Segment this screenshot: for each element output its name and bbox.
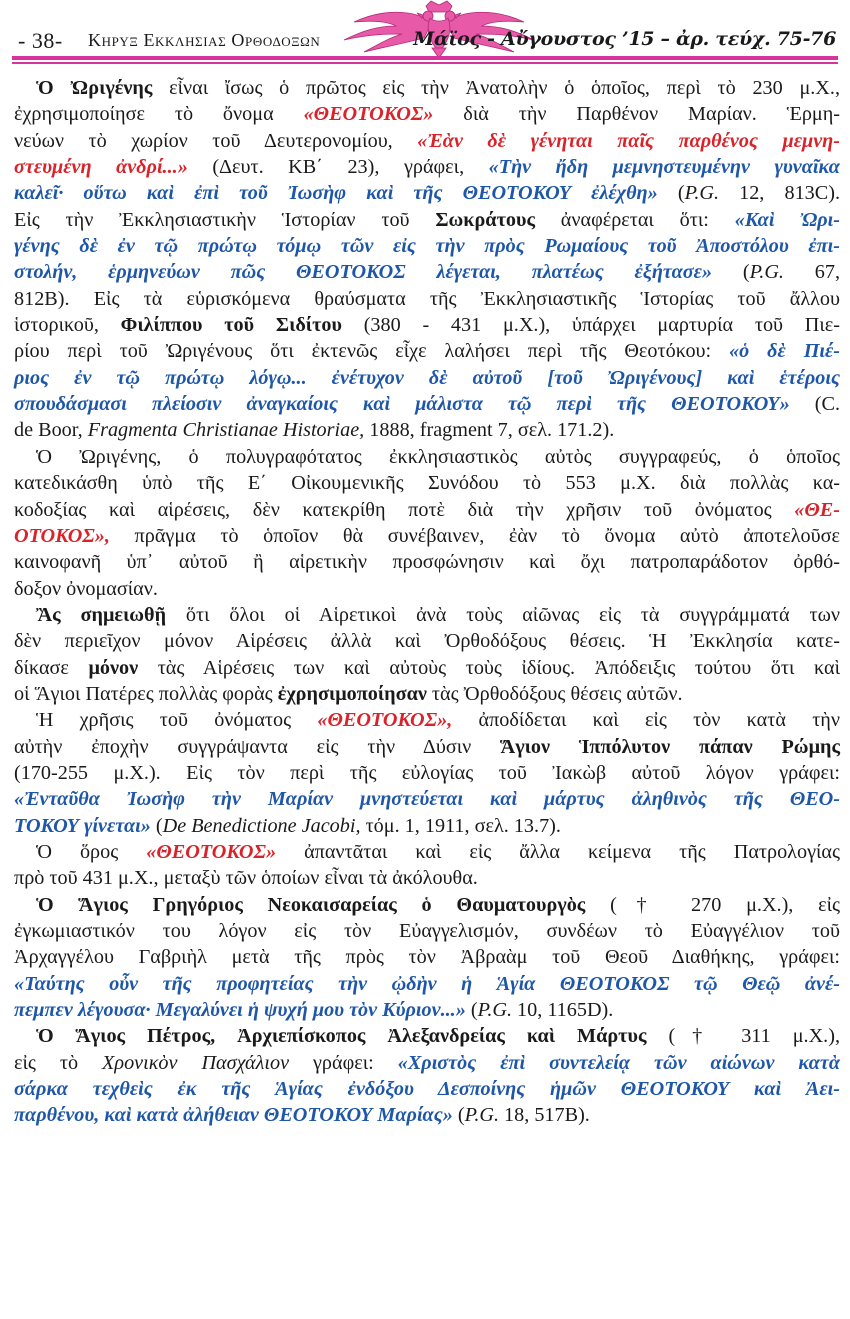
article-body: [14, 75, 840, 1129]
text-span: κοδοξίας καὶ αἱρέσεις, δὲν κατεκρίθη ποτὲ διὰ τὴν χρῆσιν τοῦ ὀνόματος: [14, 498, 795, 521]
text-span: ἀποδίδεται καὶ εἰς τὸν κατὰ τὴν: [452, 709, 840, 732]
text-line: [14, 338, 840, 364]
quote-span: στολήν, ἑρμηνεύων πῶς ΘΕΟΤΟΚΟΣ λέγεται, πλατέως ἐξήτασε»: [14, 261, 713, 284]
quote-span: ριος ἐν τῷ πρώτῳ λόγῳ... ἐνέτυχον δὲ αὐτοῦ [τοῦ Ὠριγένους] καὶ ἑτέροις: [14, 366, 840, 389]
text-span: ὅτι ὅλοι οἱ Αἱρετικοὶ ἀνὰ τοὺς αἰῶνας εἰς τὰ συγγράμματά των: [166, 603, 840, 626]
text-span: (: [452, 1104, 465, 1127]
text-span: Ἀρχαγγέλου Γαβριὴλ μετὰ τῆς πρὸς τὸν Ἀβραὰμ τοῦ Θεοῦ Διαθήκης, γράφει:: [14, 946, 840, 969]
text-line: [14, 391, 840, 417]
text-line: [14, 549, 840, 575]
text-line: [14, 602, 840, 628]
quote-span: στευμένη ἀνδρί...»: [14, 156, 188, 179]
text-span: γράφει:: [289, 1051, 398, 1074]
text-line: [14, 734, 840, 760]
text-line: [14, 207, 840, 233]
text-line: [14, 681, 840, 707]
text-span: δοξον ὀνομασίαν.: [14, 577, 158, 600]
text-span: δὲν περιεῖχον μόνον Αἱρέσεις ἀλλὰ καὶ Ὀρθοδόξους θέσεις. Ἡ Ἐκκλησία κατε-: [14, 630, 840, 653]
text-line: [14, 497, 840, 523]
text-line: [14, 312, 840, 338]
text-line: [14, 892, 840, 918]
text-span: εἰς τὸ: [14, 1051, 103, 1074]
text-line: [14, 918, 840, 944]
text-line: [14, 997, 840, 1023]
text-span: Ὁ Ἅγιος Γρηγόριος Νεοκαισαρείας ὁ Θαυματουργὸς: [36, 893, 586, 916]
text-span: οἱ Ἅγιοι Πατέρες πολλὰς φορὰς: [14, 682, 278, 705]
text-line: [14, 128, 840, 154]
text-line: [14, 180, 840, 206]
text-span: ἐχρησιμοποίησαν: [277, 682, 427, 705]
text-span: P.G.: [749, 261, 784, 284]
text-span: de Boor,: [14, 419, 88, 442]
text-span: τὰς Ὀρθοδόξους θέσεις αὐτῶν.: [426, 682, 683, 705]
text-line: [14, 971, 840, 997]
text-span: Σωκράτους: [435, 208, 535, 231]
text-line: [14, 470, 840, 496]
text-line: [14, 417, 840, 443]
text-line: [14, 444, 840, 470]
text-line: [14, 233, 840, 259]
text-line: [14, 944, 840, 970]
text-span: δίκασε: [14, 656, 89, 679]
issue-info: Μάϊος - Αὔγουστος ’15 – ἀρ. τεύχ. 75-76: [413, 28, 836, 50]
text-line: [14, 655, 840, 681]
text-span: διὰ τὴν Παρθένον Μαρίαν. Ἑρμη-: [433, 103, 841, 126]
text-span: νεύων τὸ χωρίον τοῦ Δευτερονομίου,: [14, 129, 418, 152]
quote-span: «ὁ δὲ Πιέ-: [729, 340, 841, 363]
quote-span: σάρκα τεχθεὶς ἐκ τῆς Ἁγίας ἐνδόξου Δεσποίνης ἡμῶν ΘΕΟΤΟΚΟΥ καὶ Ἀει-: [14, 1078, 840, 1101]
text-span: Ὁ ὅρος: [36, 840, 147, 863]
text-span: αὐτὴν ἐποχὴν συγγράψαντα εἰς τὴν Δύσιν: [14, 735, 501, 758]
text-span: P.G.: [477, 999, 512, 1022]
text-span: Ἂς σημειωθῇ: [36, 603, 167, 626]
text-span: ἀναφέρεται ὅτι:: [534, 208, 735, 231]
text-span: πρᾶγμα τὸ ὁποῖον θὰ συνέβαινεν, ἐὰν τὸ ὄνομα αὐτὸ ἀποτελοῦσε: [109, 524, 840, 547]
text-line: [14, 786, 840, 812]
text-span: 12, 813C).: [719, 182, 840, 205]
page-header: [0, 0, 850, 72]
text-line: [14, 1076, 840, 1102]
quote-span: σπουδάσμασι πλείοσιν ἀναγκαίοις καὶ μάλιστα τῷ περὶ τῆς ΘΕΟΤΟΚΟΥ»: [14, 393, 790, 416]
text-line: [14, 1102, 840, 1128]
header-rule-thick: [12, 56, 838, 60]
text-span: κατεδικάσθη ὑπὸ τῆς Ε΄ Οἰκουμενικῆς Συνόδου τὸ 553 μ.Χ. διὰ πολλὰς κα-: [14, 472, 840, 495]
text-span: 67,: [783, 261, 841, 284]
quote-span: παρθένου, καὶ κατὰ ἀλήθειαν ΘΕΟΤΟΚΟΥ Μαρίας»: [14, 1104, 453, 1127]
text-span: P.G.: [684, 182, 719, 205]
quote-span: «Ἐὰν δὲ γένηται παῖς παρθένος μεμνη-: [417, 129, 840, 152]
text-span: Φιλίππου τοῦ Σιδίτου: [120, 314, 342, 337]
text-line: [14, 75, 840, 101]
text-span: P.G.: [464, 1104, 499, 1127]
text-span: ἱστορικοῦ,: [14, 314, 121, 337]
quote-span: ΤΟΚΟΥ γίνεται»: [14, 814, 151, 837]
text-line: [14, 1023, 840, 1049]
text-span: ἐγκωμιαστικόν του λόγον εἰς τὸν Εὐαγγελισμόν, συνδέων τὸ Εὐαγγέλιον τοῦ: [14, 920, 840, 942]
text-line: [14, 523, 840, 549]
text-span: ἀπαντᾶται καὶ εἰς ἄλλα κείμενα τῆς Πατρολογίας: [276, 840, 840, 863]
text-line: [14, 839, 840, 865]
text-span: († 311 μ.Χ.),: [646, 1025, 840, 1048]
quote-span: «ΘΕΟΤΟΚΟΣ»: [146, 840, 277, 863]
text-span: μόνον: [88, 656, 139, 679]
text-span: (: [712, 261, 750, 284]
text-span: Ὁ Ἅγιος Πέτρος, Ἀρχιεπίσκοπος Ἀλεξανδρείας καὶ Μάρτυς: [36, 1025, 647, 1048]
text-span: 1888, fragment 7, σελ. 171.2).: [364, 419, 615, 442]
text-span: Ἅγιον Ἱππόλυτον πάπαν Ρώμης: [500, 735, 840, 758]
text-span: 812B). Εἰς τὰ εὑρισκόμενα θραύσματα τῆς Ἐκκλησιαστικῆς Ἱστορίας τοῦ ἄλλου: [14, 287, 840, 310]
quote-span: «Χριστὸς ἐπὶ συντελείᾳ τῶν αἰώνων κατὰ: [397, 1051, 840, 1074]
text-span: Εἰς τὴν Ἐκκλησιαστικὴν Ἱστορίαν τοῦ: [14, 208, 436, 231]
text-span: Ὁ Ὠριγένης, ὁ πολυγραφότατος ἐκκλησιαστικὸς αὐτὸς συγγραφεύς, ὁ ὁποῖος: [36, 445, 840, 468]
quote-span: γένης δὲ ἐν τῷ πρώτῳ τόμῳ τῶν εἰς τὴν πρὸς Ρωμαίους τοῦ Ἀποστόλου ἐπι-: [14, 235, 840, 258]
text-span: Ὁ Ὠριγένης: [36, 77, 153, 99]
text-span: De Benedictione Jacobi,: [162, 814, 361, 837]
text-span: εἶναι ἴσως ὁ πρῶτος εἰς τὴν Ἀνατολὴν ὁ ὁποῖος, περὶ τὸ 230 μ.Χ.,: [152, 77, 840, 99]
quote-span: «Ἐνταῦθα Ἰωσὴφ τὴν Μαρίαν μνηστεύεται καὶ μάρτυς ἀληθινὸς τῆς ΘΕΟ-: [14, 788, 840, 811]
text-line: [14, 576, 840, 602]
text-span: Fragmenta Christianae Historiae,: [87, 419, 365, 442]
text-span: ρίου περὶ τοῦ Ὠριγένους ὅτι ἐκτενῶς εἶχε λαλήσει περὶ τῆς Θεοτόκου:: [14, 340, 730, 363]
quote-span: «ΘΕ-: [794, 498, 840, 521]
text-span: (: [150, 814, 163, 837]
text-span: Χρονικὸν Πασχάλιον: [102, 1051, 290, 1074]
text-line: [14, 259, 840, 285]
quote-span: «ΘΕΟΤΟΚΟΣ»: [303, 103, 434, 126]
text-span: ἐχρησιμοποίησε τὸ ὄνομα: [14, 103, 304, 126]
quote-span: πεμπεν λέγουσα· Μεγαλύνει ἡ ψυχή μου τὸν Κύριον...»: [14, 999, 466, 1022]
text-line: [14, 286, 840, 312]
text-span: (: [465, 999, 478, 1022]
text-span: (170-255 μ.Χ.). Εἰς τὸν περὶ τῆς εὐλογίας τοῦ Ἰακὼβ αὐτοῦ λόγον γράφει:: [14, 761, 840, 784]
quote-span: «Καὶ Ὠρι-: [734, 208, 840, 231]
text-line: [14, 101, 840, 127]
text-span: 18, 517B).: [499, 1104, 590, 1127]
text-span: (Δευτ. ΚΒ΄ 23), γράφει,: [187, 156, 489, 179]
journal-title: Κηρυξ Εκκλησιας Ορθοδοξων: [88, 30, 321, 50]
quote-span: «ΘΕΟΤΟΚΟΣ»,: [317, 709, 453, 732]
text-span: Ἡ χρῆσις τοῦ ὀνόματος: [36, 709, 318, 732]
text-span: (C.: [789, 393, 841, 416]
text-span: τὰς Αἱρέσεις των καὶ αὐτοὺς τοὺς ἰδίους. Ἀπόδειξις τούτου ὅτι καὶ: [138, 656, 841, 679]
quote-span: καλεῖ· οὕτω καὶ ἐπὶ τοῦ Ἰωσὴφ καὶ τῆς ΘΕΟΤΟΚΟΥ ἐλέχθη»: [14, 182, 658, 205]
quote-span: «Τὴν ἤδη μεμνηστευμένην γυναῖκα: [488, 156, 840, 179]
header-rule-thin: [12, 62, 838, 64]
quote-span: ΟΤΟΚΟΣ»,: [14, 524, 110, 547]
text-span: καινοφανῆ ὑπ᾽ αὐτοῦ ἢ αἱρετικὴν προσφώνησιν καὶ ὄχι πατροπαράδοτον ὀρθό-: [14, 551, 840, 574]
text-line: [14, 154, 840, 180]
page-number: - 38-: [18, 28, 63, 53]
text-span: (380 - 431 μ.Χ.), ὑπάρχει μαρτυρία τοῦ Πιε-: [341, 314, 840, 337]
text-line: [14, 760, 840, 786]
text-line: [14, 813, 840, 839]
text-span: πρὸ τοῦ 431 μ.Χ., μεταξὺ τῶν ὁποίων εἶναι τὰ ἀκόλουθα.: [14, 867, 478, 890]
text-span: (: [657, 182, 685, 205]
text-span: († 270 μ.Χ.), εἰς: [585, 893, 841, 916]
quote-span: «Ταύτης οὖν τῆς προφητείας τὴν ᾠδὴν ἡ Ἁγία ΘΕΟΤΟΚΟΣ τῷ Θεῷ ἀνέ-: [14, 972, 840, 995]
text-line: [14, 628, 840, 654]
text-line: [14, 865, 840, 891]
text-line: [14, 1050, 840, 1076]
text-span: 10, 1165D).: [512, 999, 614, 1022]
text-line: [14, 707, 840, 733]
text-span: τόμ. 1, 1911, σελ. 13.7).: [360, 814, 561, 837]
text-line: [14, 365, 840, 391]
